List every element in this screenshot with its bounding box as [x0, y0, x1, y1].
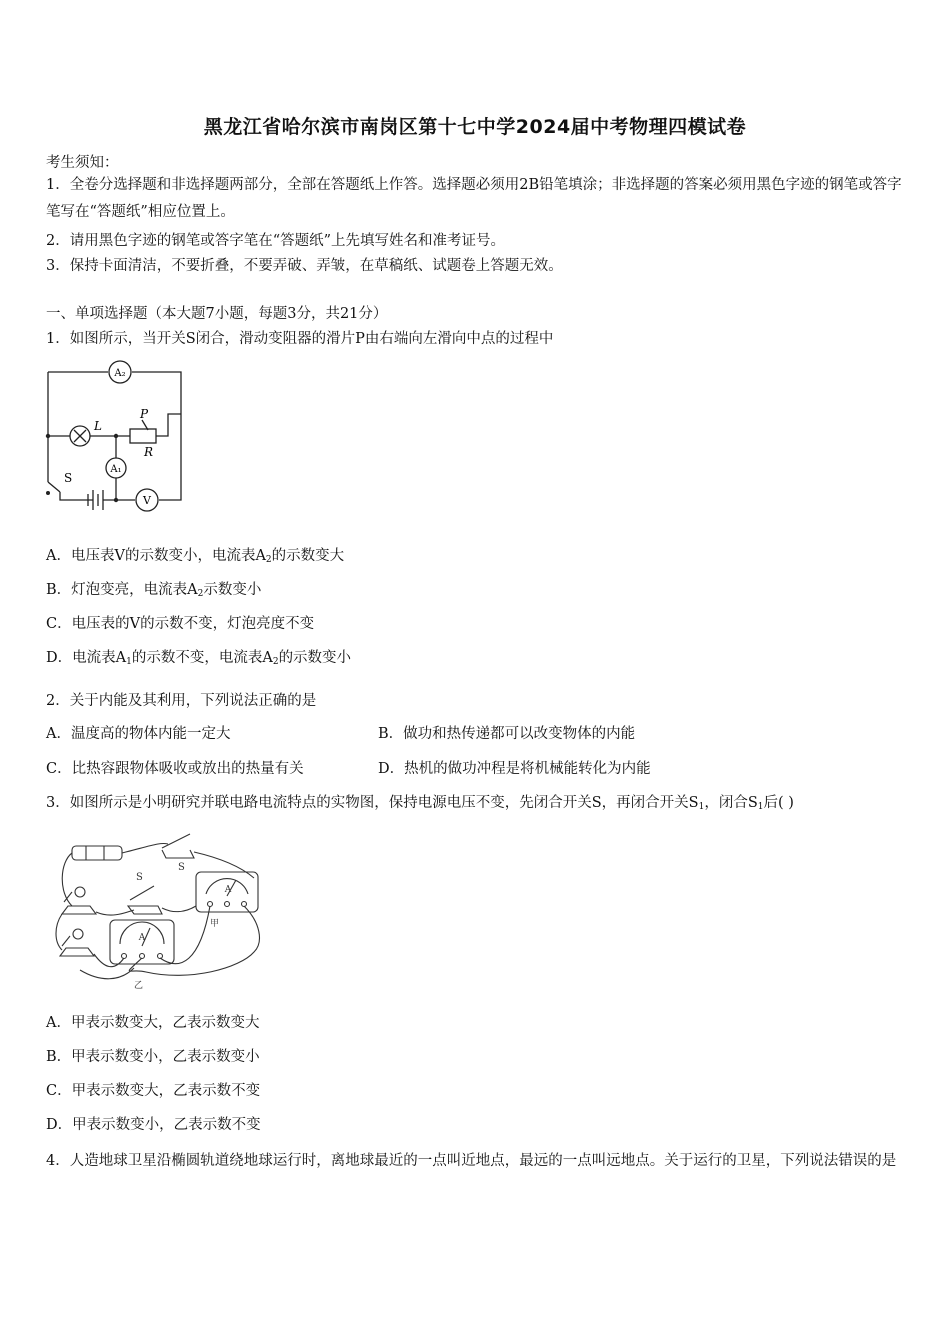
notice-item-2: 2．请用黑色字迹的钢笔或答字笔在“答题纸”上先填写姓名和准考证号。	[46, 233, 506, 249]
switch-s-label: S	[178, 862, 185, 873]
page-title: 黑龙江省哈尔滨市南岗区第十七中学2024届中考物理四模试卷	[203, 116, 747, 138]
notice-item-3: 3．保持卡面清洁，不要折叠，不要弄破、弄皱，在草稿纸、试题卷上答题无效。	[46, 258, 563, 274]
q3-option-a: A．甲表示数变大，乙表示数变大	[46, 1015, 260, 1031]
ammeter-jia-face: A	[224, 885, 232, 895]
q3-option-c: C．甲表示数变大，乙表示数不变	[46, 1083, 261, 1099]
q3-option-d: D．甲表示数变小，乙表示数不变	[46, 1117, 261, 1133]
q3-stem: 3．如图所示是小明研究并联电路电流特点的实物图，保持电源电压不变，先闭合开关S，再闭合开关$S_1$，闭合$S_1$后( )	[46, 795, 794, 812]
q1-option-a: A．电压表V的示数变小，电流表$A_2$的示数变大	[46, 548, 345, 565]
slider-label: P	[140, 407, 149, 421]
q2-option-b: B．做功和热传递都可以改变物体的内能	[378, 726, 636, 742]
lamp-label: L	[94, 419, 102, 433]
q3-circuit-photo	[50, 822, 280, 992]
q4-stem: 4．人造地球卫星沿椭圆轨道绕地球运行时，离地球最近的一点叫近地点，最远的一点叫远地点。关于运行的卫星，下列说法错误的是	[46, 1153, 897, 1169]
q1-circuit-diagram	[40, 358, 190, 518]
ammeter-yi-label: 乙	[134, 981, 144, 991]
notice-item-1: 1．全卷分选择题和非选择题两部分，全部在答题纸上作答。选择题必须用2B铅笔填涂；非选择题的答案必须用黑色字迹的钢笔或答字笔写在“答题纸”相应位置上。	[46, 177, 902, 220]
resistor-label: R	[144, 445, 154, 459]
notice-heading: 考生须知：	[46, 155, 119, 171]
section-heading: 一、单项选择题（本大题7小题，每题3分，共21分）	[46, 306, 388, 322]
q1-option-b: B．灯泡变亮，电流表$A_2$示数变小	[46, 582, 262, 599]
q2-option-a: A．温度高的物体内能一定大	[46, 726, 231, 742]
ammeter-a1-label: A₁	[110, 464, 122, 475]
q3-option-b: B．甲表示数变小，乙表示数变小	[46, 1049, 260, 1065]
q1-stem: 1．如图所示，当开关S闭合，滑动变阻器的滑片P由右端向左滑向中点的过程中	[46, 331, 554, 347]
q2-stem: 2．关于内能及其利用，下列说法正确的是	[46, 693, 317, 709]
ammeter-yi-face: A	[138, 933, 146, 943]
switch-s1-label: S	[136, 872, 143, 883]
voltmeter-label: V	[143, 494, 151, 507]
q2-option-c: C．比热容跟物体吸收或放出的热量有关	[46, 761, 304, 777]
switch-label: S	[64, 471, 73, 485]
q2-option-d: D．热机的做功冲程是将机械能转化为内能	[378, 761, 651, 777]
ammeter-jia-label: 甲	[210, 919, 220, 929]
ammeter-a2-label: A₂	[114, 368, 126, 379]
q1-option-d: D．电流表$A_1$的示数不变，电流表$A_2$的示数变小	[46, 650, 352, 667]
q1-option-c: C．电压表的V的示数不变，灯泡亮度不变	[46, 616, 315, 632]
